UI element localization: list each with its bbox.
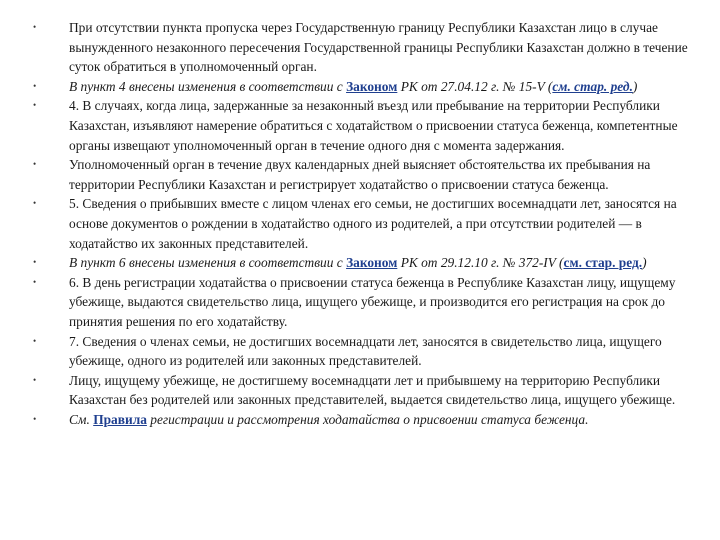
- list-item: [0, 253, 720, 273]
- bullet: •: [33, 159, 37, 170]
- paragraph-text: 4. В случаях, когда лица, задержанные за незаконный въезд или пребывание на территории Республики Казахстан, изъявляют намерение обратиться с ходатайством о присвоении статуса беженца, компетентные органы извещают уполномоченный орган в течение одного дня с момента задержания.: [69, 98, 678, 153]
- rules-link[interactable]: Правила: [93, 411, 147, 427]
- reference-note-text: См.: [69, 411, 94, 427]
- bullet: •: [33, 374, 37, 385]
- document-body: [0, 18, 720, 429]
- list-item: [0, 410, 720, 430]
- list-item: [0, 96, 720, 155]
- bullet: •: [33, 80, 37, 91]
- list-item: [0, 18, 720, 77]
- bullet: •: [33, 198, 37, 209]
- paragraph-text: 6. В день регистрации ходатайства о присвоении статуса беженца в Республике Казахстан лицу, ищущему убежище, выдаются свидетельство лица, ищущего убежище, и производится его регистрация на срок до принятия решения по его ходатайству.: [69, 274, 676, 329]
- amendment-note-text: РК от 29.12.10 г. № 372-IV (: [397, 255, 564, 271]
- amendment-note-text: ): [642, 255, 647, 271]
- bullet: •: [33, 257, 37, 268]
- law-link[interactable]: Законом: [346, 255, 398, 271]
- paragraph-text: При отсутствии пункта пропуска через Государственную границу Республики Казахстан лицо в случае вынужденного незаконного пересечения Государственной границы Республики Казахстан должно в течение суток обратиться в уполномоченный орган.: [69, 20, 688, 75]
- paragraph-text: 7. Сведения о членах семьи, не достигших восемнадцати лет, заносятся в свидетельство лица, ищущего убежище, одного из родителей или законных представителей.: [69, 333, 662, 369]
- list-item: [0, 332, 720, 371]
- paragraph-text: 5. Сведения о прибывших вместе с лицом членах его семьи, не достигших восемнадцати лет, заносятся на основе документов о рождении в ходатайство одного из родителей, а при отсутствии родителей — в ходатайство их законных представителей.: [69, 196, 677, 251]
- paragraph-text: Уполномоченный орган в течение двух календарных дней выясняет обстоятельства их пребывания на территории Республики Казахстан и регистрирует ходатайство о присвоении статуса беженца.: [69, 157, 651, 192]
- bullet: •: [33, 22, 37, 32]
- law-link[interactable]: Законом: [346, 78, 398, 94]
- list-item: [0, 77, 720, 97]
- amendment-note-text: В пункт 6 внесены изменения в соответствии с: [69, 255, 347, 271]
- bullet: •: [33, 335, 37, 346]
- old-edition-link[interactable]: см. стар. ред.: [552, 78, 633, 94]
- list-item: [0, 371, 720, 410]
- bullet: •: [33, 100, 37, 111]
- paragraph-text: Лицу, ищущему убежище, не достигшему восемнадцати лет и прибывшему на территорию Республики Казахстан без родителей или законных представителей, выдается свидетельство лица, ищущего убежище.: [69, 372, 676, 408]
- list-item: [0, 155, 720, 194]
- list-item: [0, 194, 720, 253]
- amendment-note-text: ): [632, 78, 638, 94]
- bullet: •: [33, 276, 37, 287]
- bullet: •: [33, 413, 37, 424]
- amendment-note-text: В пункт 4 внесены изменения в соответствии с: [69, 78, 347, 94]
- list-item: [0, 273, 720, 332]
- amendment-note-text: РК от 27.04.12 г. № 15-V (: [397, 78, 553, 94]
- old-edition-link[interactable]: см. стар. ред.: [563, 255, 643, 271]
- reference-note-text: регистрации и рассмотрения ходатайства о присвоении статуса беженца.: [146, 411, 589, 427]
